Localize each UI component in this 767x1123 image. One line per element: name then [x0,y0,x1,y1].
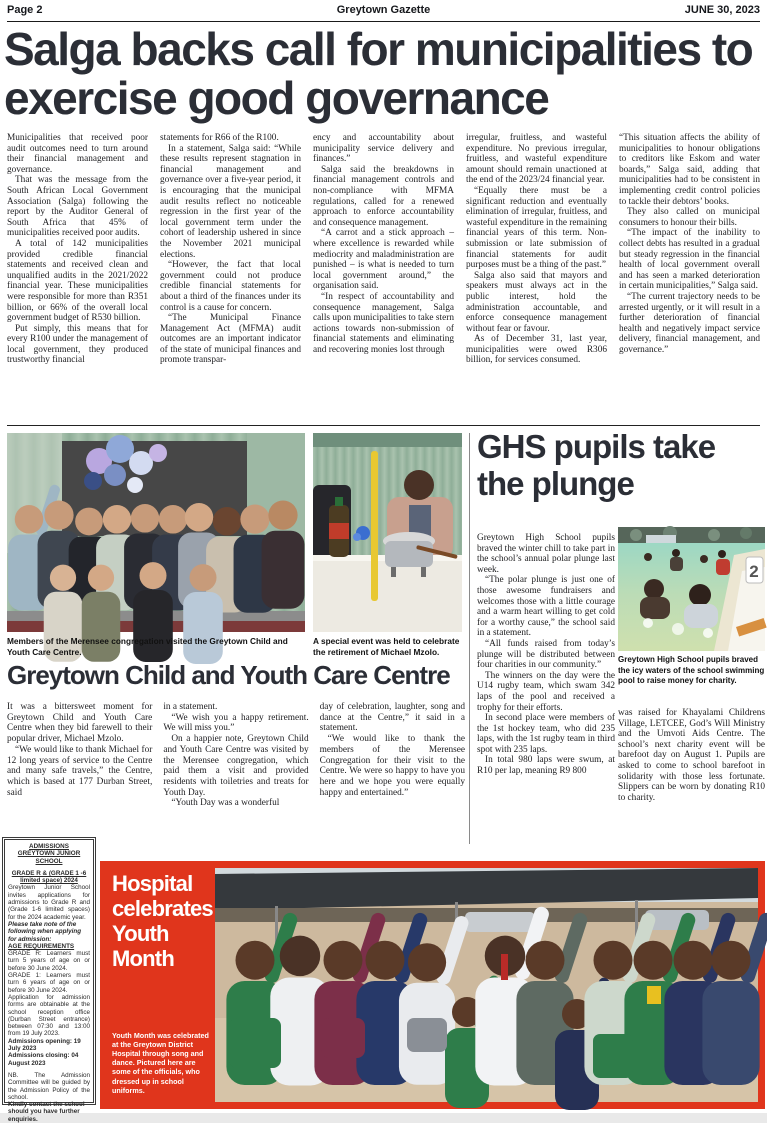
admissions-advert-inner [4,839,94,1123]
ad-contact: Kindly contact the school should you have further enquiries. [8,1101,85,1123]
masthead: Greytown Gazette [336,4,431,16]
page-number: Page 2 [7,4,43,16]
ad-closing: Admissions closing: 04 August 2023 [8,1052,79,1067]
lead-column-2: statements for R66 of the R100. In a statement, Salga said: “While these results represent stagnation in financial management and governance over a five-year period, it is encouraging that the municipal audit results reflect no noticeable regression in the first year of the local government term under the cohort of leadership ushered in since the November 2021 municipal elections. “However, the fact that local government could not produce credible financial statements for about a third of the finances under its control is a cause for concern. “The Municipal Finance Management Act (MFMA) audit outcomes are an important indicator of the state of municipal finances and promote transpar- [160,133,301,366]
ad-forms: Application for admission forms are obtainable at the school reception office (Durban Street entrance) between 07:30 and 13:00 from 19 July 2023. [8,993,90,1038]
lead-article-body [7,133,760,425]
merensee-group-photo [7,433,305,632]
lead-column-5: “This situation affects the ability of municipalities to honour obligations to creditors like Eskom and water boards,” Salga said, adding that municipalities had to be consistent in implementing credit control policies to tackle their debtors’ books. They also called on municipal consumers to honour their bills. “The impact of the inability to collect debts has resulted in a gradual but steady regression in the financial health of local government overall and has seen a marked deterioration in certain municipalities,” Salga said. “The current trajectory needs to be arrested urgently, or it will result in a further deterioration of financial health and negatively impact service delivery, financial management, and governance.” [619,133,760,355]
ghs-headline: GHS pupils take the plunge [477,428,716,502]
hospital-photo [215,868,758,1102]
merensee-photo-art [7,433,305,632]
issue-date: JUNE 30, 2023 [684,4,760,16]
care-column-3: day of celebration, laughter, song and dance at the Centre,” it said in a statement. “We would like to thank the members of the Merensee Congregation for their visit to the Centre. We were so happy to have you here and we hope you were equally happy and entertained.” [319,702,465,798]
ad-title-line1: ADMISSIONS [29,843,69,850]
hospital-photo-art [215,868,758,1102]
hospital-headline-line1: Hospital [112,871,193,896]
ad-grade-r: GRADE R: Learners must turn 5 years of age on or before 30 June 2024. [8,950,90,972]
ghs-column-1: Greytown High School pupils braved the winter chill to take part in the school’s annual polar plunge last week. “The polar plunge is just one of those awesome fundraisers and welcomes those with a little courage and a warm heart willing to get cold for a worthy cause,” the school said in a statement. “All funds raised from today’s plunge will be distributed between four charities in our community.” The winners on the day were the U14 rugby team, which swam 342 laps of the pool and received a trophy for their efforts. In second place were members of the 1st hockey team, who did 235 laps, with the 1st rugby team in third spot with 235 laps. In total 980 laps were swum, at R10 per lap, meaning R9 800 [477,533,615,777]
hospital-headline-line3: Youth [112,921,169,946]
vertical-column-rule [469,433,470,844]
lead-column-4: irregular, fruitless, and wasteful expenditure. No previous irregular, fruitless, and wasteful expenditure amount should remain unactioned at the end of the 2023/24 financial year. “Equally there must be a significant reduction and eventually elimination of irregular, fruitless, and wasteful expenditure in the remaining financial years of this term. Non-submission or late submission of financial statements for audit purposes must be a thing of the past.” Salga also said that mayors and speakers must always act in the public interest, hold the administration accountable, and enforce consequence management without fear or favour. As of December 31, last year, municipalities were owed R306 billion, for services consumed. [466,133,607,366]
pool-photo [618,527,765,651]
care-column-2: in a statement. “We wish you a happy retirement. We will miss you.” On a happier note, Greytown Child and Youth Care Centre was visited by the Merensee congregation, which paid them a visit and provided residents with toiletries and treats for Youth Day. “Youth Day was a wonderful [163,702,309,809]
ghs-column-2: was raised for Khayalami Childrens Village, LETCEE, God’s Will Ministry and the Umvoti Aids Centre. The school’s next charity event will be barefoot day on August 1. Pupils are asked to come to school barefoot in solidarity with those less fortunate. Slippers can be worn by donating R10 to charity. [618,708,765,803]
ad-grade-1: GRADE 1: Learners must turn 6 years of age on or before 30 June 2024. [8,972,90,994]
hospital-photo-caption: Youth Month was celebrated at the Greytown District Hospital through song and dance. Pictured here are some of the officials, who dressed up in school uniforms. [112,1030,209,1095]
pool-photo-caption: Greytown High School pupils braved the icy waters of the school swimming pool to raise money for charity. [618,655,765,685]
merensee-photo-caption: Members of the Merensee congregation visited the Greytown Child and Youth Care Centre. [7,636,288,657]
care-column-1: It was a bittersweet moment for Greytown Child and Youth Care Centre when they bid farewell to their popular driver, Michael Mzolo. “We would like to thank Michael for 12 long years of service to the Centre and many safe travels,” the Centre, which is based at 177 Durban Street, said [7,702,153,798]
care-centre-headline: Greytown Child and Youth Care Centre [7,660,450,690]
ad-subtitle: GRADE R & (GRADE 1 -6 limited space) 2024 [11,869,87,885]
ad-note: Please take note of the following when applying for admission: [8,920,82,943]
pool-photo-art [618,527,765,651]
pool-lane-number: 2 [749,562,759,581]
care-centre-body [7,702,465,854]
hospital-youth-month-block [100,861,765,1109]
lead-column-3: ency and accountability about municipality service delivery and finances.” Salga said the breakdowns in financial management controls and non-compliance with MFMA regulations, called for a renewed approach to enforce accountability and consequence management. “A carrot and a stick approach – where excellence is rewarded while mediocrity and maladministration are punished – is what is needed to turn local government around,” the organisation said. “In respect of accountability and consequence management, Salga calls upon municipalities to take stern actions towards non-submission of financial statements and eliminating and recovering monies lost through [313,133,454,355]
ad-body: Greytown Junior School invites applications for admissions to Grade R and (Grade 1-6 limited spaces) for the 2024 academic year. [8,884,90,921]
mzolo-photo-art [313,433,462,632]
mzolo-retirement-photo [313,433,462,632]
lead-column-1: Municipalities that received poor audit outcomes need to turn around their financial management and governance. That was the message from the South African Local Government Association (Salga) following the report by the Auditor General of South Africa that 45% of municipalities received poor audits. A total of 142 municipalities provided credible financial statements and received clean and unqualified audits in the 2021/2022 financial year. These municipalities were responsible for more than R351 billion, or 66% of the overall local government budget of R530 billion. Put simply, this means that for every R100 under the management of local government, they produced trustworthy financial [7,133,148,366]
hospital-headline [112,871,216,971]
lead-headline: Salga backs call for municipalities to exercise good governance [4,23,753,124]
hospital-headline-line4: Month [112,946,174,971]
mzolo-photo-caption: A special event was held to celebrate the retirement of Michael Mzolo. [313,636,460,657]
ad-age-heading: AGE REQUIREMENTS [8,942,75,950]
admissions-advert [2,837,96,1123]
section-divider-rule [7,425,760,426]
ad-title-line2: GREYTOWN JUNIOR SCHOOL [17,850,81,865]
ad-nb: NB. The Admission Committee will be guided by the Admission Policy of the school. [8,1071,90,1101]
hospital-headline-line2: celebrates [112,896,213,921]
ad-opening: Admissions opening: 19 July 2023 [8,1037,81,1053]
page-header [7,4,760,20]
header-rule [7,21,760,22]
